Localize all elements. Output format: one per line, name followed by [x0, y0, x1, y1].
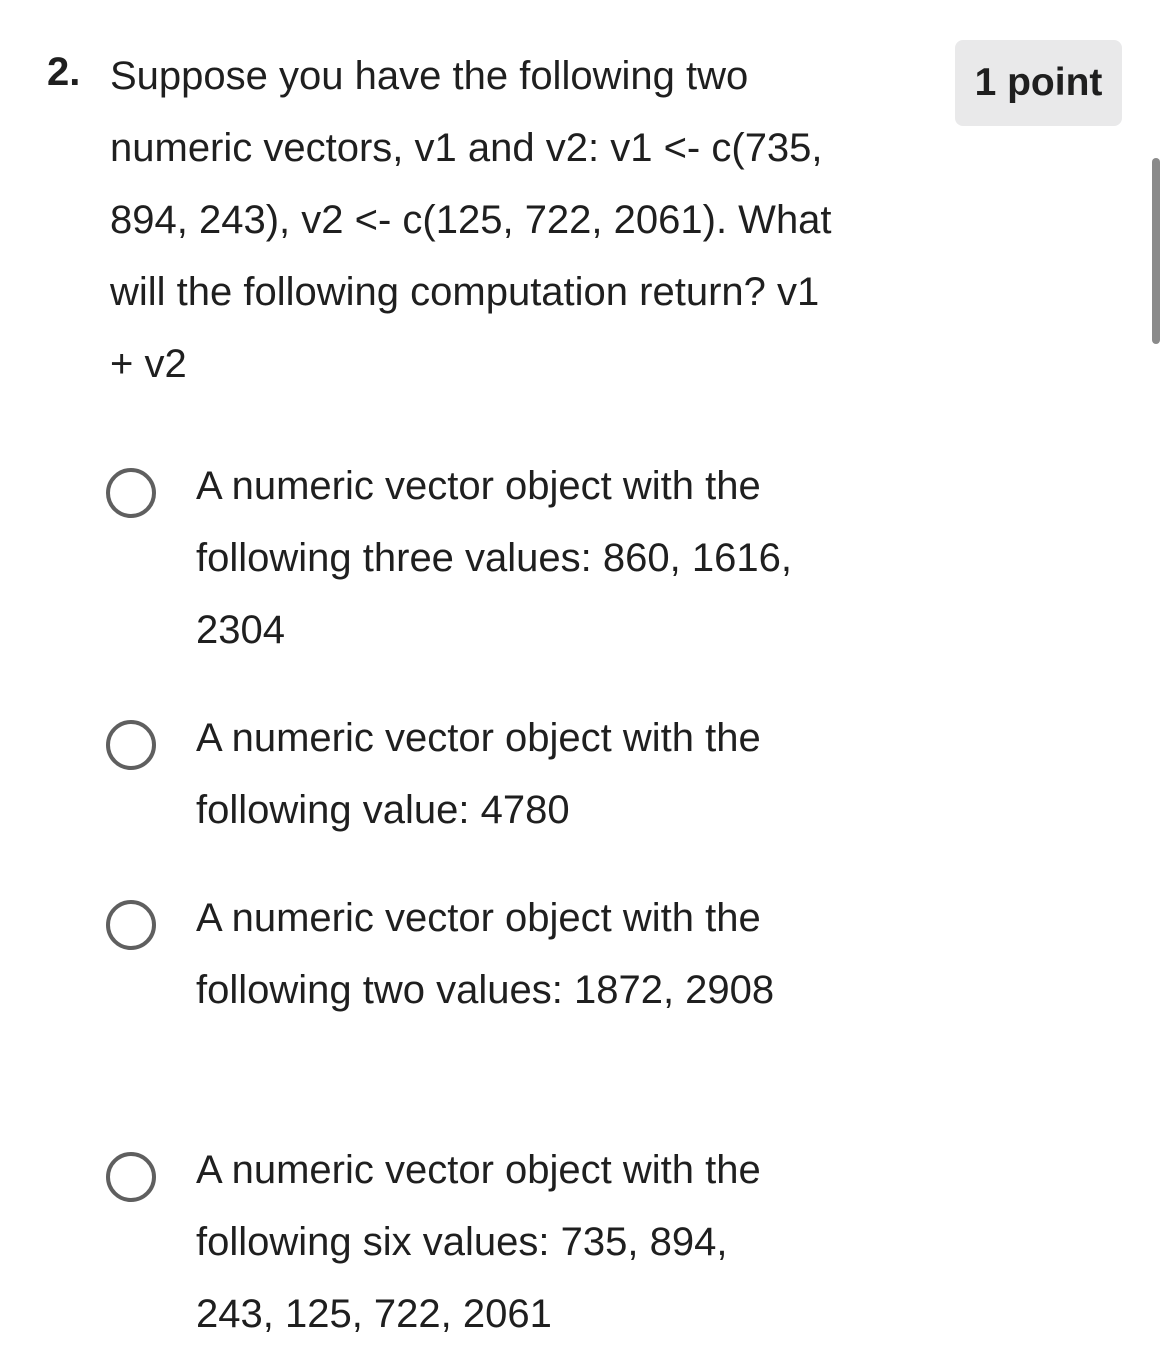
radio-unselected-icon[interactable] — [106, 900, 156, 950]
radio-unselected-icon[interactable] — [106, 468, 156, 518]
answer-option-3[interactable] — [104, 882, 824, 1102]
question-number: 2. — [47, 50, 81, 94]
answer-option-label: A numeric vector object with the following two values: 1872, 2908 — [196, 896, 775, 1012]
radio-unselected-icon[interactable] — [106, 1152, 156, 1202]
question-text: Suppose you have the following two numeric vectors, v1 and v2: v1 <- c(735, 894, 243), v2 <- c(125, 722, 2061). What will the following computation return? v1 + v2 — [110, 54, 832, 386]
points-badge: 1 point — [955, 40, 1122, 126]
answer-option-label: A numeric vector object with the following six values: 735, 894, 243, 125, 722, 2061 — [196, 1148, 761, 1336]
answer-option-label: A numeric vector object with the following value: 4780 — [196, 716, 761, 832]
radio-unselected-icon[interactable] — [106, 720, 156, 770]
answer-option-2[interactable] — [104, 702, 824, 852]
answer-option-label: A numeric vector object with the following three values: 860, 1616, 2304 — [196, 464, 792, 652]
answer-option-4[interactable] — [104, 1134, 824, 1354]
answer-option-1[interactable] — [104, 450, 824, 670]
